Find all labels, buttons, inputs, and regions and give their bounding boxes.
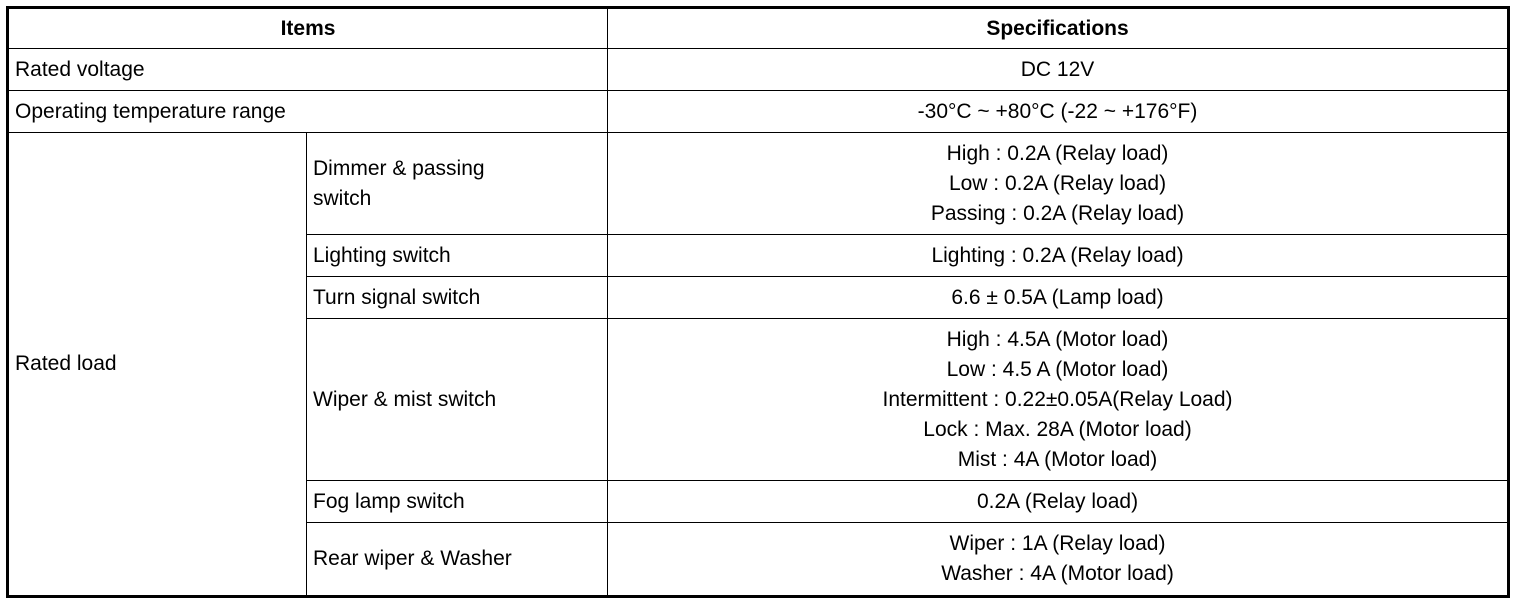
- spec-line: Passing : 0.2A (Relay load): [930, 201, 1185, 225]
- subitem-dimmer-passing: [307, 133, 608, 235]
- subitem-turn-signal-switch: Turn signal switch: [307, 277, 608, 319]
- spec-line: High : 0.2A (Relay load): [946, 141, 1169, 165]
- table-header-row: [8, 8, 1509, 49]
- table-row: [8, 49, 1509, 91]
- subitem-lighting-switch: Lighting switch: [307, 235, 608, 277]
- subitem-rear-wiper-washer: Rear wiper & Washer: [307, 523, 608, 597]
- spec-line: Washer : 4A (Motor load): [941, 562, 1174, 585]
- spec-operating-temperature: -30°C ~ +80°C (-22 ~ +176°F): [608, 91, 1509, 133]
- spec-line: Low : 4.5 A (Motor load): [946, 357, 1169, 381]
- spec-lighting-switch: Lighting : 0.2A (Relay load): [608, 235, 1509, 277]
- spec-line: High : 4.5A (Motor load): [946, 327, 1169, 351]
- table-row: [8, 133, 1509, 235]
- header-items: Items: [8, 8, 608, 49]
- subitem-dimmer-line1: Dimmer & passing: [313, 156, 485, 180]
- spec-line: Mist : 4A (Motor load): [957, 447, 1158, 471]
- spec-wiper-mist-switch: [608, 319, 1509, 481]
- specifications-table: [6, 6, 1510, 598]
- subitem-wiper-mist-switch: Wiper & mist switch: [307, 319, 608, 481]
- spec-line: Lock : Max. 28A (Motor load): [923, 417, 1192, 441]
- spec-rear-wiper-washer: [608, 523, 1509, 597]
- spec-line: Wiper : 1A (Relay load): [949, 532, 1166, 555]
- subitem-dimmer-line2: switch: [313, 186, 372, 210]
- spec-line: Low : 0.2A (Relay load): [948, 171, 1167, 195]
- item-rated-load: Rated load: [8, 133, 307, 597]
- table-row: [8, 91, 1509, 133]
- subitem-fog-lamp-switch: Fog lamp switch: [307, 481, 608, 523]
- spec-fog-lamp-switch: 0.2A (Relay load): [608, 481, 1509, 523]
- spec-dimmer-passing: [608, 133, 1509, 235]
- header-specifications: Specifications: [608, 8, 1509, 49]
- spec-rated-voltage: DC 12V: [608, 49, 1509, 91]
- spec-turn-signal-switch: 6.6 ± 0.5A (Lamp load): [608, 277, 1509, 319]
- item-rated-voltage: Rated voltage: [8, 49, 608, 91]
- spec-line: Intermittent : 0.22±0.05A(Relay Load): [882, 387, 1233, 411]
- item-operating-temperature: Operating temperature range: [8, 91, 608, 133]
